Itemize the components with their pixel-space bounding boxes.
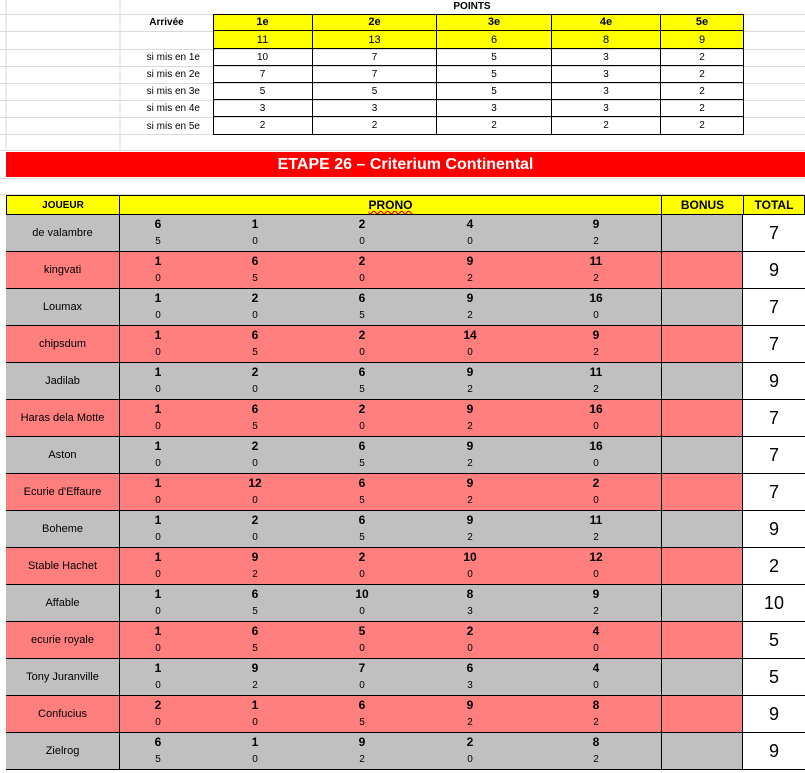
prono-points[interactable]: 5 — [252, 606, 258, 617]
prono-value[interactable]: 2 — [466, 735, 474, 749]
prono-value[interactable]: 1 — [154, 476, 162, 490]
points-value: 3 — [313, 100, 437, 117]
bonus-cell[interactable] — [661, 326, 743, 362]
prono-points[interactable]: 0 — [467, 347, 473, 358]
prono-value[interactable]: 9 — [466, 291, 474, 305]
prono-points[interactable]: 0 — [252, 384, 258, 395]
bonus-cell[interactable] — [661, 474, 743, 510]
points-value: 5 — [437, 66, 552, 83]
player-row[interactable] — [6, 437, 805, 474]
prono-value[interactable]: 8 — [592, 698, 600, 712]
player-row[interactable] — [6, 326, 805, 363]
prono-value[interactable]: 5 — [358, 624, 366, 638]
header-prono: PRONO — [119, 195, 662, 215]
prono-points[interactable]: 2 — [593, 606, 599, 617]
prono-points[interactable]: 0 — [359, 680, 365, 691]
prono-value[interactable]: 1 — [251, 698, 259, 712]
points-row-label: si mis en 5e — [146, 120, 200, 132]
total-cell[interactable]: 9 — [743, 252, 805, 288]
prono-value[interactable]: 1 — [154, 254, 162, 268]
position-header: 5e — [661, 14, 744, 31]
points-value: 3 — [213, 100, 313, 117]
prono-value[interactable]: 6 — [358, 476, 366, 490]
prono-value[interactable]: 9 — [466, 476, 474, 490]
prono-value[interactable]: 6 — [251, 587, 259, 601]
prono-points[interactable]: 0 — [155, 717, 161, 728]
position-header: 4e — [552, 14, 661, 31]
prono-points[interactable]: 5 — [359, 717, 365, 728]
player-name[interactable]: de valambre — [6, 215, 120, 251]
total-cell[interactable]: 7 — [743, 215, 805, 251]
points-value: 2 — [313, 117, 437, 135]
player-row[interactable] — [6, 289, 805, 326]
prono-points[interactable]: 0 — [252, 717, 258, 728]
prono-value[interactable]: 12 — [248, 476, 262, 490]
prono-value[interactable]: 9 — [251, 550, 259, 564]
points-value: 2 — [661, 49, 744, 66]
player-row[interactable] — [6, 585, 805, 622]
points-value: 2 — [552, 117, 661, 135]
prono-value[interactable]: 6 — [251, 402, 259, 416]
points-value: 5 — [437, 49, 552, 66]
prono-value[interactable]: 6 — [466, 661, 474, 675]
prono-points[interactable]: 2 — [467, 310, 473, 321]
header-joueur: JOUEUR — [6, 195, 120, 215]
prono-points[interactable]: 5 — [359, 310, 365, 321]
prono-value[interactable]: 9 — [466, 513, 474, 527]
prono-points[interactable]: 2 — [467, 458, 473, 469]
bonus-cell[interactable] — [661, 511, 743, 547]
prono-value[interactable]: 16 — [589, 439, 603, 453]
player-name[interactable]: Confucius — [6, 696, 120, 732]
arrivee-value: 8 — [552, 31, 661, 49]
points-row-label: si mis en 1e — [146, 52, 200, 63]
prono-value[interactable]: 10 — [463, 550, 477, 564]
player-name[interactable]: Haras dela Motte — [6, 400, 120, 436]
bonus-cell[interactable] — [661, 548, 743, 584]
prono-value[interactable]: 6 — [358, 513, 366, 527]
etape-banner: ETAPE 26 – Criterium Continental — [6, 152, 805, 177]
prono-value[interactable]: 9 — [466, 698, 474, 712]
points-value: 5 — [437, 83, 552, 100]
prono-points[interactable]: 3 — [467, 606, 473, 617]
player-row[interactable] — [6, 400, 805, 437]
prono-points[interactable]: 0 — [359, 236, 365, 247]
prono-value[interactable]: 2 — [358, 254, 366, 268]
points-value: 10 — [213, 49, 313, 66]
player-row[interactable] — [6, 696, 805, 733]
prono-value[interactable]: 1 — [154, 439, 162, 453]
prono-value[interactable]: 9 — [466, 365, 474, 379]
prono-value[interactable]: 2 — [251, 439, 259, 453]
points-value: 3 — [552, 100, 661, 117]
prono-points[interactable]: 2 — [593, 273, 599, 284]
prono-points[interactable]: 0 — [155, 643, 161, 654]
points-value: 2 — [661, 100, 744, 117]
prono-points[interactable]: 5 — [252, 421, 258, 432]
prono-value[interactable]: 1 — [154, 550, 162, 564]
bonus-cell[interactable] — [661, 622, 743, 658]
prono-points[interactable]: 0 — [155, 421, 161, 432]
player-row[interactable] — [6, 622, 805, 659]
prono-value[interactable]: 2 — [251, 513, 259, 527]
prono-value[interactable]: 16 — [589, 291, 603, 305]
prono-points[interactable]: 0 — [155, 273, 161, 284]
prono-value[interactable]: 6 — [154, 217, 162, 231]
points-title: POINTS — [453, 1, 491, 12]
total-cell[interactable]: 7 — [743, 326, 805, 362]
prono-points[interactable]: 2 — [467, 384, 473, 395]
player-row[interactable] — [6, 733, 805, 770]
prono-points[interactable]: 2 — [467, 495, 473, 506]
prono-points[interactable]: 0 — [593, 421, 599, 432]
total-cell[interactable]: 5 — [743, 622, 805, 658]
prono-points[interactable]: 0 — [155, 495, 161, 506]
prono-points[interactable]: 2 — [467, 273, 473, 284]
points-value: 5 — [213, 83, 313, 100]
total-cell[interactable]: 7 — [743, 474, 805, 510]
prono-points[interactable]: 2 — [467, 717, 473, 728]
prono-value[interactable]: 1 — [154, 513, 162, 527]
player-row[interactable] — [6, 215, 805, 252]
header-total: TOTAL — [743, 195, 805, 215]
prono-value[interactable]: 1 — [154, 624, 162, 638]
prono-value[interactable]: 6 — [251, 328, 259, 342]
prono-points[interactable]: 2 — [467, 421, 473, 432]
prono-value[interactable]: 2 — [154, 698, 162, 712]
prono-value[interactable]: 6 — [358, 291, 366, 305]
player-row[interactable] — [6, 363, 805, 400]
player-name[interactable]: Aston — [6, 437, 120, 473]
prono-points[interactable]: 0 — [155, 680, 161, 691]
prono-value[interactable]: 1 — [154, 291, 162, 305]
player-row[interactable] — [6, 252, 805, 289]
total-cell[interactable]: 7 — [743, 437, 805, 473]
player-row[interactable] — [6, 511, 805, 548]
prono-points[interactable]: 0 — [593, 458, 599, 469]
points-value: 7 — [313, 49, 437, 66]
prono-value[interactable]: 11 — [589, 513, 603, 527]
prono-value[interactable]: 9 — [592, 217, 600, 231]
prono-points[interactable]: 5 — [359, 384, 365, 395]
points-value: 2 — [437, 117, 552, 135]
prono-value[interactable]: 9 — [466, 439, 474, 453]
prono-value[interactable]: 4 — [466, 217, 474, 231]
prono-value[interactable]: 2 — [251, 365, 259, 379]
total-cell[interactable]: 9 — [743, 363, 805, 399]
prono-points[interactable]: 0 — [155, 606, 161, 617]
prono-value[interactable]: 6 — [358, 439, 366, 453]
prono-points[interactable]: 0 — [252, 495, 258, 506]
prono-points[interactable]: 0 — [593, 569, 599, 580]
prono-points[interactable]: 0 — [359, 569, 365, 580]
bonus-cell[interactable] — [661, 585, 743, 621]
arrivee-value: 11 — [213, 31, 313, 49]
prono-points[interactable]: 5 — [359, 458, 365, 469]
position-header: 1e — [213, 14, 313, 31]
prono-points[interactable]: 2 — [252, 680, 258, 691]
total-cell[interactable]: 7 — [743, 289, 805, 325]
prono-points[interactable]: 0 — [155, 532, 161, 543]
prono-value[interactable]: 9 — [466, 254, 474, 268]
prono-value[interactable]: 9 — [592, 328, 600, 342]
prono-points[interactable]: 5 — [359, 495, 365, 506]
player-row[interactable] — [6, 659, 805, 696]
prono-value[interactable]: 2 — [466, 624, 474, 638]
player-name[interactable]: Loumax — [6, 289, 120, 325]
prono-points[interactable]: 5 — [252, 347, 258, 358]
prono-points[interactable]: 0 — [467, 569, 473, 580]
points-value: 3 — [552, 83, 661, 100]
prono-value[interactable]: 4 — [592, 661, 600, 675]
prono-points[interactable]: 2 — [467, 532, 473, 543]
player-row[interactable] — [6, 474, 805, 511]
player-name[interactable]: Ecurie d'Effaure — [6, 474, 120, 510]
prono-points[interactable]: 5 — [252, 643, 258, 654]
prono-points[interactable]: 0 — [359, 606, 365, 617]
player-name[interactable]: Tony Juranville — [6, 659, 120, 695]
arrivee-value: 13 — [313, 31, 437, 49]
prono-value[interactable]: 1 — [154, 365, 162, 379]
prono-points[interactable]: 2 — [593, 384, 599, 395]
points-value: 7 — [313, 66, 437, 83]
prono-points[interactable]: 0 — [359, 347, 365, 358]
header-bonus: BONUS — [661, 195, 744, 215]
points-value: 3 — [552, 66, 661, 83]
prono-value[interactable]: 14 — [463, 328, 477, 342]
prono-value[interactable]: 9 — [358, 735, 366, 749]
prono-points[interactable]: 0 — [155, 569, 161, 580]
prono-value[interactable]: 2 — [358, 328, 366, 342]
prono-points[interactable]: 0 — [252, 754, 258, 765]
prono-points[interactable]: 5 — [155, 754, 161, 765]
player-name[interactable]: chipsdum — [6, 326, 120, 362]
prono-points[interactable]: 5 — [252, 273, 258, 284]
bonus-cell[interactable] — [661, 659, 743, 695]
prono-points[interactable]: 0 — [467, 754, 473, 765]
points-row-label: si mis en 3e — [146, 86, 200, 97]
prono-value[interactable]: 11 — [589, 365, 603, 379]
player-name[interactable]: ecurie royale — [6, 622, 120, 658]
prono-points[interactable]: 0 — [359, 273, 365, 284]
player-name[interactable]: Jadilab — [6, 363, 120, 399]
prono-value[interactable]: 1 — [154, 587, 162, 601]
prono-points[interactable]: 0 — [252, 236, 258, 247]
player-name[interactable]: kingvati — [6, 252, 120, 288]
total-cell[interactable]: 9 — [743, 733, 805, 769]
prono-value[interactable]: 1 — [154, 661, 162, 675]
prono-points[interactable]: 3 — [467, 680, 473, 691]
prono-points[interactable]: 2 — [252, 569, 258, 580]
prono-value[interactable]: 9 — [592, 587, 600, 601]
bonus-cell[interactable] — [661, 215, 743, 251]
prono-points[interactable]: 0 — [155, 458, 161, 469]
prono-value[interactable]: 6 — [251, 624, 259, 638]
points-value: 5 — [313, 83, 437, 100]
points-row-label: si mis en 2e — [146, 69, 200, 80]
position-header: 2e — [313, 14, 437, 31]
player-name[interactable]: Affable — [6, 585, 120, 621]
player-name[interactable]: Boheme — [6, 511, 120, 547]
prono-points[interactable]: 0 — [252, 532, 258, 543]
total-cell[interactable]: 9 — [743, 511, 805, 547]
prono-value[interactable]: 2 — [358, 217, 366, 231]
bonus-cell[interactable] — [661, 733, 743, 769]
prono-value[interactable]: 9 — [251, 661, 259, 675]
prono-value[interactable]: 2 — [251, 291, 259, 305]
prono-points[interactable]: 0 — [593, 310, 599, 321]
bonus-cell[interactable] — [661, 400, 743, 436]
player-name[interactable]: Stable Hachet — [6, 548, 120, 584]
prono-points[interactable]: 0 — [467, 643, 473, 654]
total-cell[interactable]: 2 — [743, 548, 805, 584]
prono-value[interactable]: 7 — [358, 661, 366, 675]
prono-value[interactable]: 6 — [251, 254, 259, 268]
bonus-cell[interactable] — [661, 289, 743, 325]
prono-points[interactable]: 0 — [155, 384, 161, 395]
bonus-cell[interactable] — [661, 696, 743, 732]
prono-points[interactable]: 2 — [593, 754, 599, 765]
prono-value[interactable]: 9 — [466, 402, 474, 416]
prono-points[interactable]: 5 — [155, 236, 161, 247]
total-cell[interactable]: 5 — [743, 659, 805, 695]
prono-value[interactable]: 8 — [592, 735, 600, 749]
prono-points[interactable]: 0 — [155, 310, 161, 321]
prono-value[interactable]: 6 — [358, 365, 366, 379]
bonus-cell[interactable] — [661, 252, 743, 288]
prono-value[interactable]: 11 — [589, 254, 603, 268]
player-row[interactable] — [6, 548, 805, 585]
prono-value[interactable]: 1 — [154, 402, 162, 416]
points-value: 2 — [213, 117, 313, 135]
prono-value[interactable]: 2 — [592, 476, 600, 490]
total-cell[interactable]: 10 — [743, 585, 805, 621]
bonus-cell[interactable] — [661, 437, 743, 473]
position-header: 3e — [437, 14, 552, 31]
prono-value[interactable]: 2 — [358, 402, 366, 416]
prono-points[interactable]: 0 — [593, 680, 599, 691]
prono-points[interactable]: 0 — [359, 421, 365, 432]
points-row-label: si mis en 4e — [146, 103, 200, 114]
prono-points[interactable]: 0 — [359, 643, 365, 654]
prono-points[interactable]: 2 — [593, 717, 599, 728]
points-value: 7 — [213, 66, 313, 83]
prono-points[interactable]: 0 — [593, 495, 599, 506]
prono-value[interactable]: 1 — [251, 217, 259, 231]
points-value: 2 — [661, 66, 744, 83]
bonus-cell[interactable] — [661, 363, 743, 399]
prono-points[interactable]: 5 — [359, 532, 365, 543]
prono-points[interactable]: 0 — [252, 458, 258, 469]
prono-points[interactable]: 0 — [467, 236, 473, 247]
prono-points[interactable]: 2 — [359, 754, 365, 765]
prono-points[interactable]: 0 — [155, 347, 161, 358]
player-name[interactable]: Zielrog — [6, 733, 120, 769]
points-value: 3 — [552, 49, 661, 66]
prono-points[interactable]: 2 — [593, 347, 599, 358]
prono-value[interactable]: 12 — [589, 550, 603, 564]
points-value: 3 — [437, 100, 552, 117]
prono-value[interactable]: 8 — [466, 587, 474, 601]
points-value: 2 — [661, 117, 744, 135]
prono-value[interactable]: 10 — [355, 587, 369, 601]
prono-points[interactable]: 2 — [593, 236, 599, 247]
prono-points[interactable]: 2 — [593, 532, 599, 543]
total-cell[interactable]: 7 — [743, 400, 805, 436]
total-cell[interactable]: 9 — [743, 696, 805, 732]
points-value: 2 — [661, 83, 744, 100]
prono-value[interactable]: 6 — [154, 735, 162, 749]
prono-value[interactable]: 2 — [358, 550, 366, 564]
prono-value[interactable]: 4 — [592, 624, 600, 638]
prono-points[interactable]: 0 — [593, 643, 599, 654]
prono-value[interactable]: 1 — [251, 735, 259, 749]
arrivee-value: 9 — [661, 31, 744, 49]
prono-value[interactable]: 1 — [154, 328, 162, 342]
arrivee-label: Arrivée — [149, 17, 184, 28]
arrivee-value: 6 — [437, 31, 552, 49]
prono-points[interactable]: 0 — [252, 310, 258, 321]
prono-value[interactable]: 16 — [589, 402, 603, 416]
prono-value[interactable]: 6 — [358, 698, 366, 712]
